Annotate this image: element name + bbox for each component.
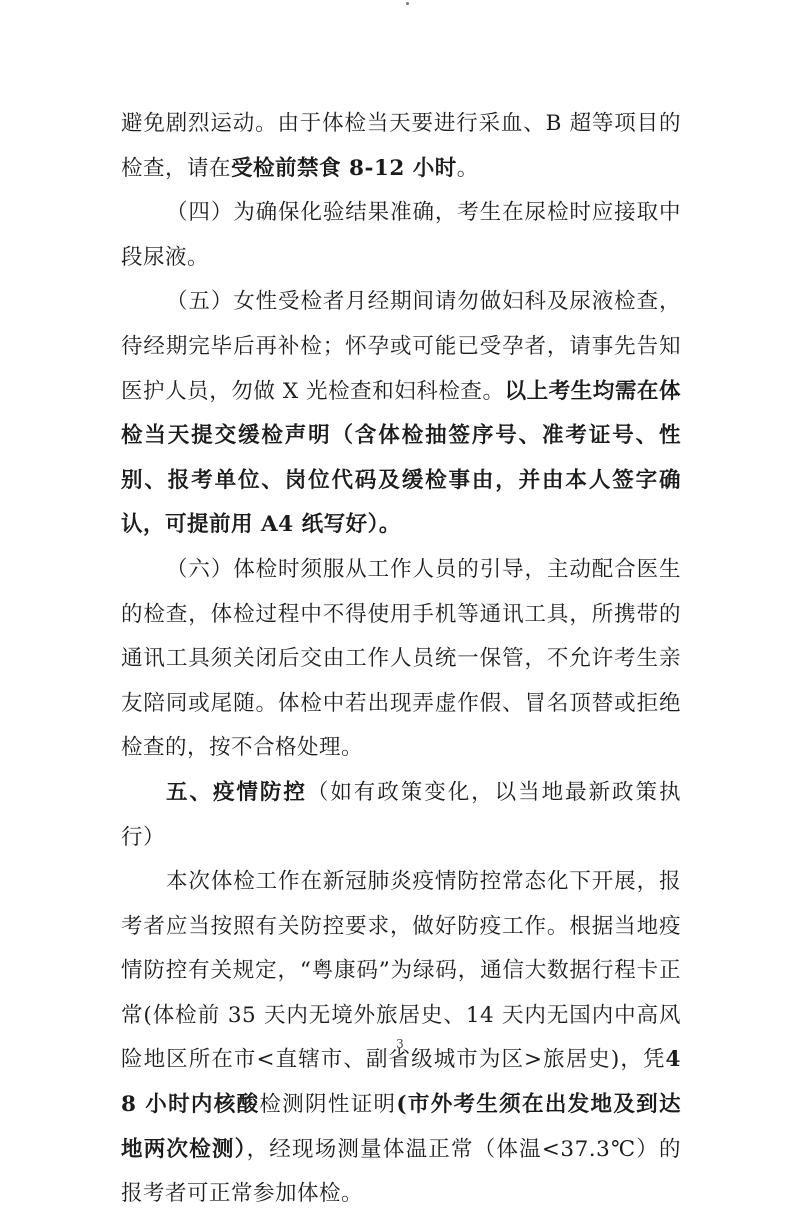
paragraph-fasting	[121, 102, 681, 191]
section-5-heading-line	[121, 771, 681, 860]
item-4-text: （四）为确保化验结果准确，考生在尿检时应接取中段尿液。	[121, 200, 681, 270]
two-tests-emphasis: (市外考生须在出发地及到达地两次检测）	[121, 1092, 681, 1162]
fasting-text: 避免剧烈运动。由于体检当天要进行采血、B 超等项目的检查，请在	[121, 111, 681, 181]
fasting-hours-emphasis: 受检前禁食 8-12 小时	[231, 155, 457, 181]
negative-certificate-text: 检测阴性证明	[259, 1092, 397, 1118]
item-5-text: （五）女性受检者月经期间请勿做妇科及尿液检查，待经期完毕后再补检；怀孕或可能已受孕者，请事先告知医护人员，勿做 X 光检查和妇科检查。	[121, 289, 681, 404]
paragraph-item-5	[121, 280, 681, 548]
epidemic-text-end: ，经现场测量体温正常（体温<37.3℃）的报考者可正常参加体检。	[121, 1136, 681, 1207]
page-number: 3	[396, 1037, 404, 1051]
fasting-text-end: 。	[456, 155, 479, 181]
epidemic-text: 本次体检工作在新冠肺炎疫情防控常态化下开展，报考者应当按照有关防控要求，做好防疫工作。根据当地疫情防控有关规定，“粤康码”为绿码，通信大数据行程卡正常(体检前 35 天内无境外旅居史、14 天内无国内中高风险地区所在市<直辖市、副省级城市为区>旅居史)，凭	[121, 869, 681, 1073]
paragraph-item-4	[121, 191, 681, 280]
deferral-statement-emphasis: 以上考生均需在体检当天提交缓检声明（含体检抽签序号、准考证号、性别、报考单位、岗位代码及缓检事由，并由本人签字确认，可提前用 A4 纸写好）。	[121, 378, 681, 538]
scan-mark	[406, 2, 409, 5]
paragraph-item-6	[121, 548, 681, 771]
nucleic-acid-48h-emphasis: 48 小时内核酸	[121, 1047, 681, 1118]
section-5-heading: 五、疫情防控	[166, 779, 307, 805]
item-6-text: （六）体检时须服从工作人员的引导，主动配合医生的检查，体检过程中不得使用手机等通讯工具，所携带的通讯工具须关闭后交由工作人员统一保管，不允许考生亲友陪同或尾随。体检中若出现弄虚作假、冒名顶替或拒绝检查的，按不合格处理。	[121, 556, 681, 761]
section-5-note: （如有政策变化，以当地最新政策执行）	[121, 779, 681, 850]
